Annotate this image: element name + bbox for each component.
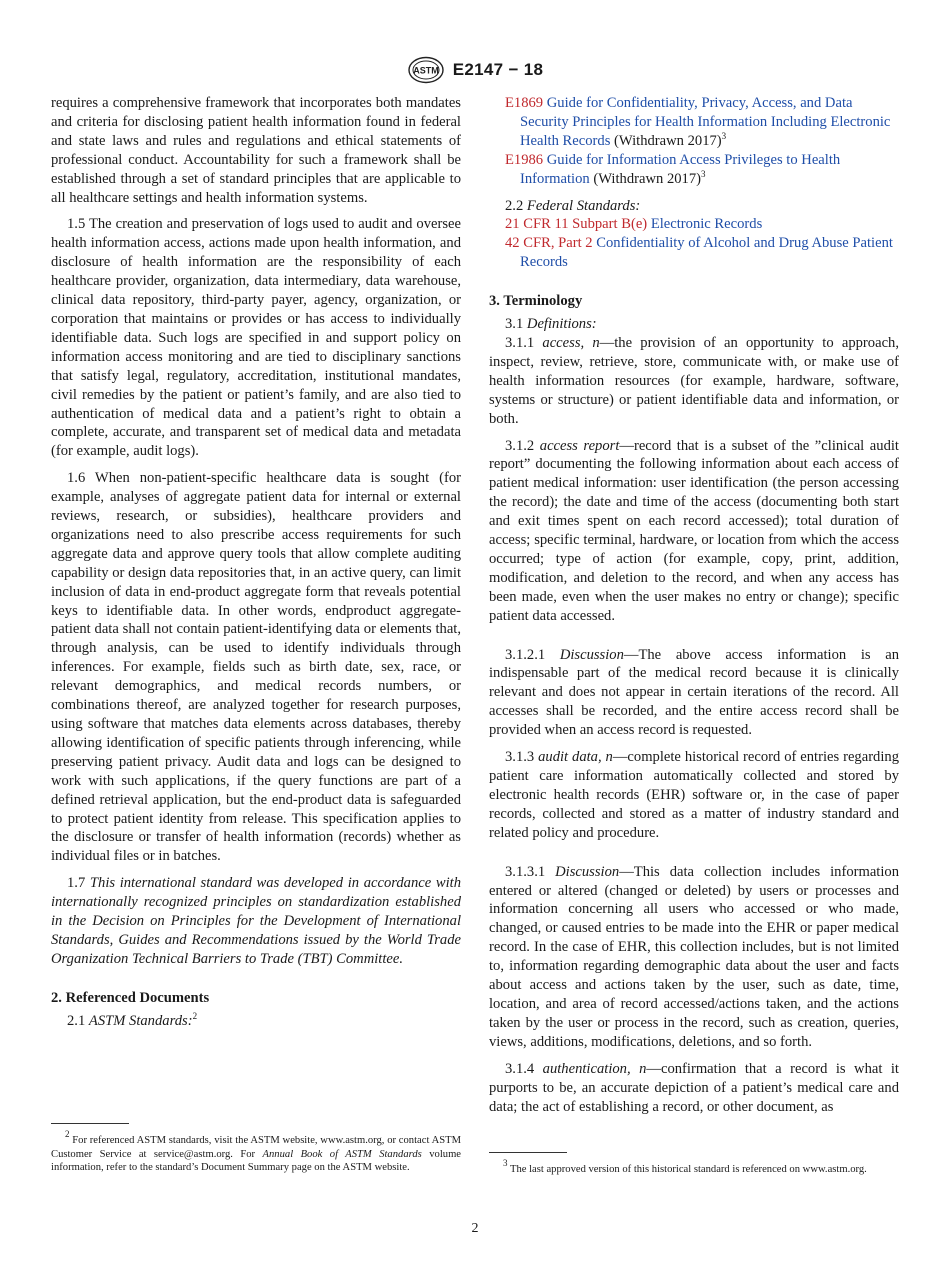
reference-code-link[interactable]: E1986	[505, 151, 544, 168]
definition-3-1-3: 3.1.3 audit data, n—complete historical record of entries regarding patient care information automatically collected and stored by electronic health records (EHR) software or, in the case of paper records, collected and stored as a matter of industry standard and related policy and procedure.	[489, 749, 900, 841]
reference-title-link[interactable]: Electronic Records	[650, 216, 763, 233]
discussion-3-1-3-1: 3.1.3.1 Discussion—This data collection includes information entered or altered (changed or deleted) by users or processes and information concerning all users who accessed or who made, changed, or caused entries to be made into the EHR or paper medical record. In the case of EHR, this collection includes, but is not limited to, information regarding demographic data about the user and facts about access and actions taken by the user, such as date, time, location, and area of record accessed/actions taken, and the actions taken by the user or process in the record, such as creation, queries, views, additions, modifications, deletions, and so forth.	[489, 863, 900, 1050]
definition-3-1-2: 3.1.2 access report—record that is a subset of the ”clinical audit report” documenting the following information about each access of patient medical information: user identification (the person accessing the record); the date and time of the access (documenting both start and exit times spent on each record accessed); total duration of access; specific terminal, hardware, or location from which the access occurred; type of action (for example, copy, print, addition, modification, and deletion to the record, and when any access has been made, even when the user makes no entry or change); specific patient data accessed.	[489, 437, 899, 624]
paragraph-1-6: 1.6 When non-patient-specific healthcare data is sought (for example, analyses of aggregate patient data for internal or external reviews, research, or subsidies), healthcare providers and organizations need to also prescribe access requirements for such aggregate data and approve query tools that allow complete auditing capability or design data repositories that, in an active query, can limit inclusion of data in end-product aggregate form that reveals potential keys to identifiable data. In other words, endproduct aggregate-patient data shall not contain patient-identifying data or elements that, through analysis, can be used to identify individuals through inferences. For example, fields such as birth date, sex, race, or relevant demographics, and medical records numbers, or combinations thereof, are analyzed together for research purposes, using software that matches data elements across databases, thereby allowing identification of specific patients through inferencing, while preserving patient privacy. Audit data and logs can be designed to work with such applications, if the query functions are part of a defined retrieval application, but the end-product data is safeguarded to protect patient identity from release. This specification applies to the disclosure or transfer of health information (records) whether as individual files or in batches.	[51, 470, 461, 865]
paragraph-1-7: 1.7 This international standard was developed in accordance with internationally recognized principles on standardization established in the Decision on Principles for the Development of International Standards, Guides and Recommendations issued by the World Trade Organization Technical Barriers to Trade (TBT) Committee.	[51, 875, 462, 967]
paragraph-3-1: 3.1 Definitions:	[505, 316, 597, 333]
discussion-3-1-2-1: 3.1.2.1 Discussion—The above access information is an indispensable part of the medical record because it is clinically relevant and does not appear in certain iterations of the record. All accesses shall be recorded, and the entire access record shall be provided when an access record is requested.	[489, 646, 899, 739]
reference-title-link[interactable]: Guide for Information Access Privileges to Health Information	[520, 151, 841, 187]
reference-title-link[interactable]: Guide for Confidentiality, Privacy, Access, and Data Security Principles for Health Information Including Electronic Health Records	[520, 95, 891, 149]
standard-designation: E2147 − 18	[452, 60, 544, 79]
reference-code-link[interactable]: E1869	[505, 95, 544, 111]
footnote-rule-right	[489, 1152, 567, 1153]
section-heading-referenced-documents: 2. Referenced Documents	[51, 989, 210, 1006]
astm-logo-icon	[407, 56, 445, 84]
paragraph-2-2: 2.2 Federal Standards:	[505, 197, 641, 214]
right-column	[489, 94, 899, 1124]
definition-3-1-4: 3.1.4 authentication, n—confirmation that a record is what it purports to be, an accurate depiction of a patient’s medical care and data; the act of establishing a record, or other document, as	[489, 1060, 899, 1115]
reference-code-link[interactable]: 42 CFR, Part 2	[505, 235, 593, 252]
footnote-2: $^2$ For referenced ASTM standards, visit the ASTM website, www.astm.org, or contact ASTM Customer Service at service@astm.org. For Annual Book of ASTM Standards volume information, refer to the standard’s Document Summary page on the ASTM website.	[51, 1129, 462, 1173]
reference-42cfr2	[489, 234, 899, 272]
paragraph-continuation: requires a comprehensive framework that incorporates both mandates and criteria for disclosing patient health information found in federal and state laws and rules and regulations and ethical statements of professional conduct. Accountability for such a framework shall be established through a set of standard principles that are applicable to all healthcare settings and health information systems.	[51, 95, 461, 206]
reference-code-link[interactable]: 21 CFR 11 Subpart B(e)	[505, 216, 648, 233]
reference-title-link[interactable]: Confidentiality of Alcohol and Drug Abuse Patient Records	[520, 235, 893, 271]
paragraph-1-5: 1.5 The creation and preservation of logs used to audit and oversee health information access, actions made upon health information, and disclosure of health information are the responsibility of each healthcare provider, organization, data intermediary, data warehouse, clinical data repository, third-party payer, agency, organization, or corporation that maintains or provides or has access to individually identifiable data. Such logs are specified in and support policy on information access monitoring and are tied to disciplinary sanctions that satisfy legal, regulatory, accreditation, institutional mandates, civil remedies by the patient or patient’s family, and are also tied to authentication of medical data and a patient’s right to obtain a complete, accurate, and transparent set of medical data and metadata (for example, audit logs).	[51, 216, 461, 460]
definition-3-1-1: 3.1.1 access, n—the provision of an opportunity to approach, inspect, review, retrieve, store, communicate with, or make use of health information resources (for example, hardware, software, systems or structure) or patient identifiable data and information, or both.	[489, 334, 899, 427]
reference-e1869: E1869 Guide for Confidentiality, Privacy, Access, and Data Security Principles for Health Information Including Electronic Health Records (Withdrawn 2017)$^3$	[505, 95, 891, 149]
footnote-3: $^3$ The last approved version of this historical standard is referenced on www.astm.org.	[503, 1158, 867, 1175]
svg-text:ASTM: ASTM	[413, 65, 439, 76]
section-heading-terminology: 3. Terminology	[489, 293, 583, 310]
reference-e1986: E1986 Guide for Information Access Privileges to Health Information (Withdrawn 2017)$^3$	[505, 151, 841, 187]
footnote-rule-left	[51, 1123, 129, 1124]
paragraph-2-1: 2.1 ASTM Standards:$^2$	[67, 1010, 198, 1029]
left-column	[51, 94, 461, 1039]
reference-21cfr11	[489, 215, 899, 234]
page-number: 2	[471, 1221, 479, 1236]
page-header	[0, 56, 950, 84]
